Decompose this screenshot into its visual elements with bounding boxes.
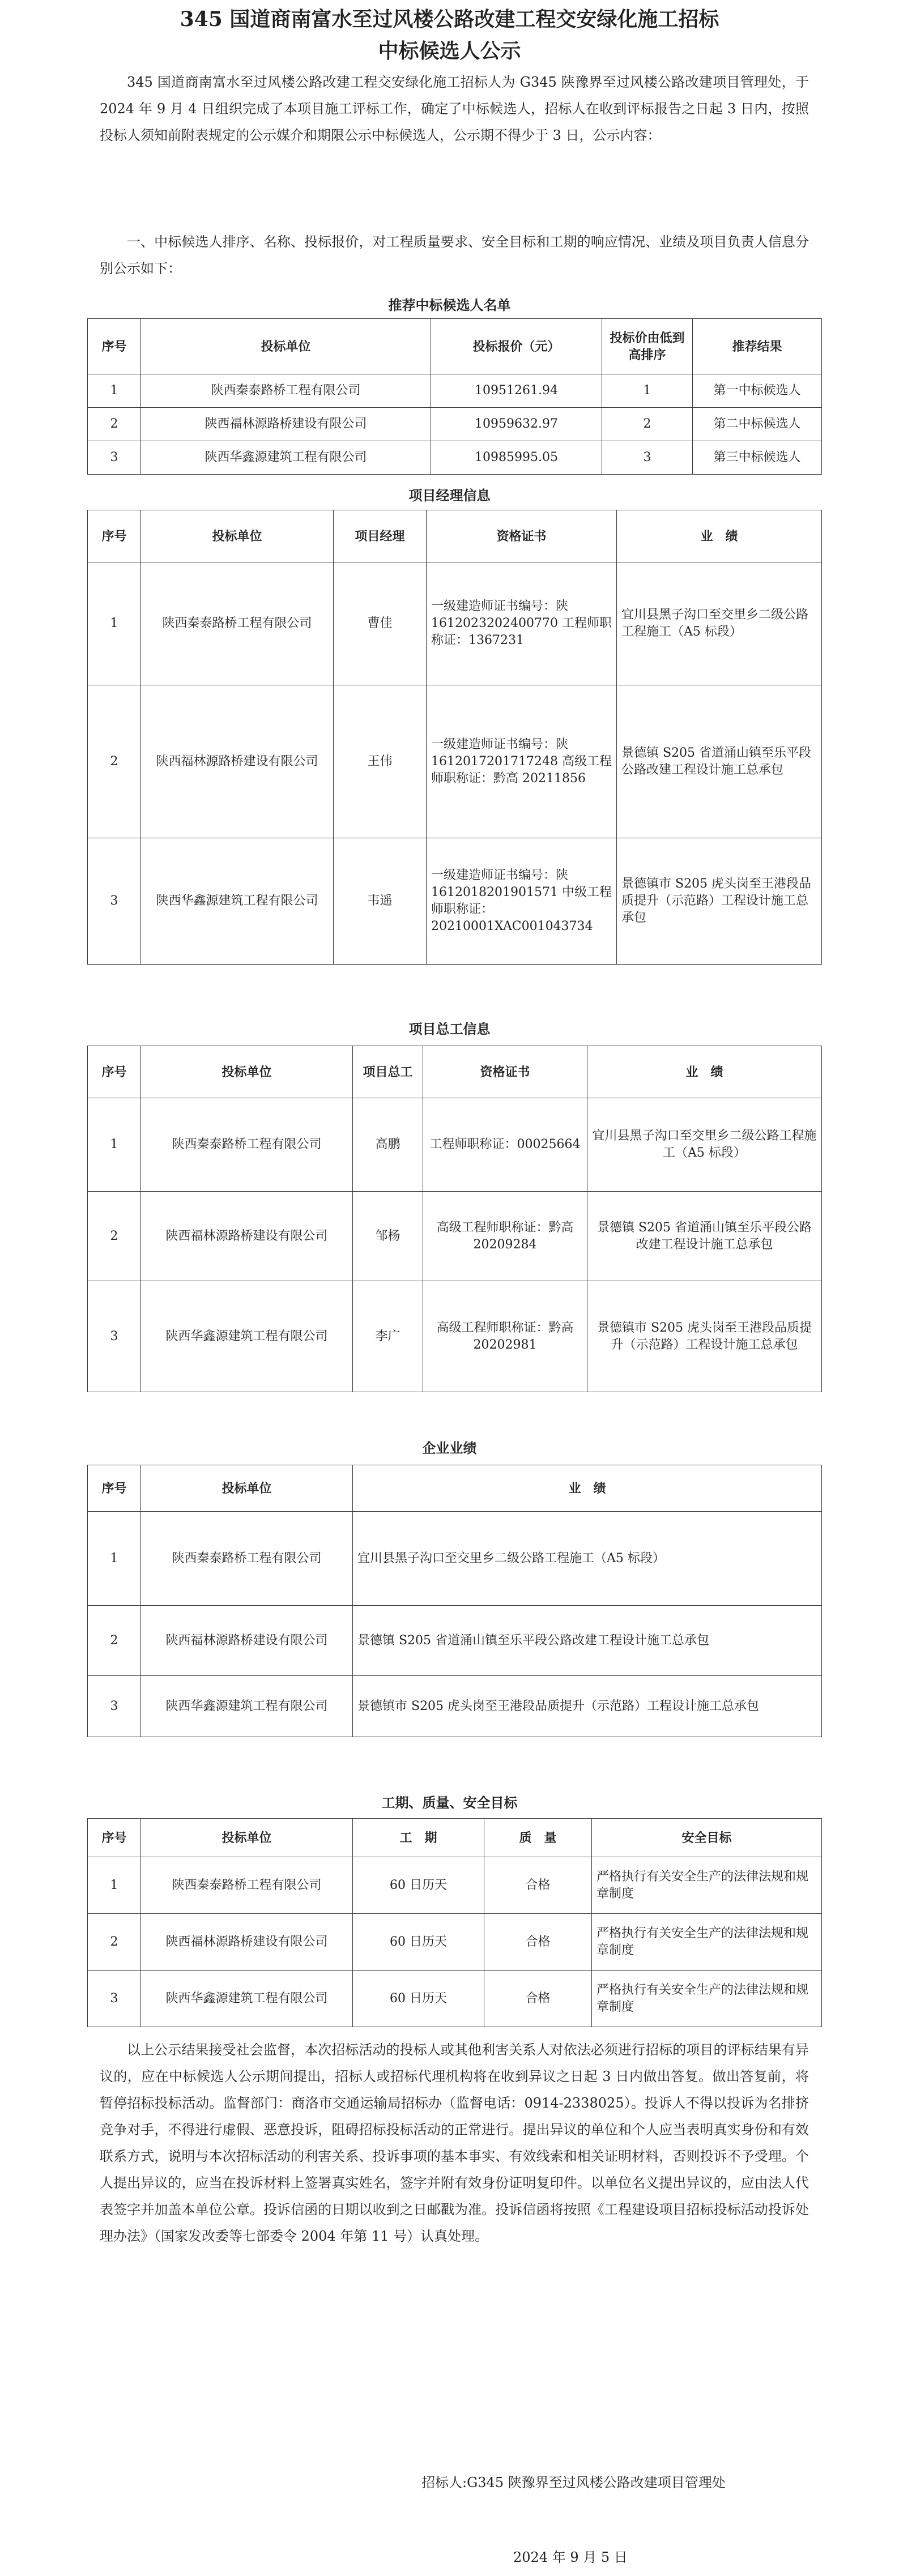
table-row bbox=[88, 685, 822, 838]
table-row bbox=[88, 441, 822, 475]
row-duration: 60 日历天 bbox=[353, 1971, 484, 2027]
table-row bbox=[88, 1098, 822, 1192]
row-bidder: 陕西秦泰路桥工程有限公司 bbox=[141, 1098, 353, 1192]
row-performance: 景德镇 S205 省道涌山镇至乐平段公路改建工程设计施工总承包 bbox=[353, 1606, 822, 1676]
row-index: 3 bbox=[88, 1971, 141, 2027]
row-index: 2 bbox=[88, 1192, 141, 1281]
table5-header-index: 序号 bbox=[88, 1819, 141, 1857]
table3-header-certificate: 资格证书 bbox=[423, 1046, 587, 1098]
table2-header-bidder: 投标单位 bbox=[141, 510, 334, 562]
row-certificate: 一级建造师证书编号：陕 1612017201717248 高级工程师职称证：黔高 20211856 bbox=[427, 685, 617, 838]
row-index: 3 bbox=[88, 838, 141, 965]
table-row bbox=[88, 1512, 822, 1606]
row-performance: 宜川县黑子沟口至交里乡二级公路工程施工（A5 标段） bbox=[587, 1098, 822, 1192]
table5-header-bidder: 投标单位 bbox=[141, 1819, 353, 1857]
row-index: 2 bbox=[88, 685, 141, 838]
row-engineer: 李广 bbox=[353, 1281, 423, 1392]
table3-header-index: 序号 bbox=[88, 1046, 141, 1098]
row-certificate: 工程师职称证：00025664 bbox=[423, 1098, 587, 1192]
row-bidder: 陕西华鑫源建筑工程有限公司 bbox=[141, 441, 431, 475]
table5-header-duration: 工 期 bbox=[353, 1819, 484, 1857]
table2-header-certificate: 资格证书 bbox=[427, 510, 617, 562]
table4-header-index: 序号 bbox=[88, 1465, 141, 1512]
row-performance: 宜川县黑子沟口至交里乡二级公路工程施工（A5 标段） bbox=[353, 1512, 822, 1606]
table1-caption: 推荐中标候选人名单 bbox=[388, 297, 511, 313]
table-row bbox=[88, 838, 822, 965]
company-performance-table bbox=[87, 1465, 822, 1737]
row-performance: 宜川县黑子沟口至交里乡二级公路工程施工（A5 标段） bbox=[617, 562, 822, 685]
row-manager: 王伟 bbox=[334, 685, 427, 838]
row-bidder: 陕西华鑫源建筑工程有限公司 bbox=[141, 838, 334, 965]
row-bidder: 陕西华鑫源建筑工程有限公司 bbox=[141, 1281, 353, 1392]
row-engineer: 邹杨 bbox=[353, 1192, 423, 1281]
table1-header-result: 推荐结果 bbox=[693, 319, 822, 374]
row-bidder: 陕西秦泰路桥工程有限公司 bbox=[141, 1512, 353, 1606]
row-performance: 景德镇市 S205 虎头岗至王港段品质提升（示范路）工程设计施工总承包 bbox=[353, 1676, 822, 1737]
table1-header-rank: 投标价由低到高排序 bbox=[602, 319, 693, 374]
row-result: 第三中标候选人 bbox=[693, 441, 822, 475]
row-bidder: 陕西福林源路桥建设有限公司 bbox=[141, 685, 334, 838]
table3-caption: 项目总工信息 bbox=[408, 1021, 491, 1037]
table2-header-index: 序号 bbox=[88, 510, 141, 562]
row-engineer: 高鹏 bbox=[353, 1098, 423, 1192]
table-row bbox=[88, 1971, 822, 2027]
closing-paragraph: 以上公示结果接受社会监督，本次招标活动的投标人或其他利害关系人对依法必须进行招标的项目的评标结果有异议的，应在中标候选人公示期间提出，招标人或招标代理机构将在收到异议之日起 3 日内做出答复。做出答复前，将暂停招标投标活动。监督部门：商洛市交通运输局招标办（监督电话：0914-2338025）。投诉人不得以投诉为名排挤竞争对手，不得进行虚假、恶意投诉，阻碍招标投标活动的正常进行。提出异议的单位和个人应当表明真实身份和有效联系方式，说明与本次招标活动的利害关系、投诉事项的基本事实、有效线索和相关证明材料，否则投诉不予受理。个人提出异议的，应当在投诉材料上签署真实姓名，签字并附有效身份证明复印件。以单位名义提出异议的，应由法人代表签字并加盖本单位公章。投诉信函的日期以收到之日邮戳为准。投诉信函将按照《工程建设项目招标投标活动投诉处理办法》（国家发改委等七部委令 2004 年第 11 号）认真处理。 bbox=[100, 2042, 809, 2244]
row-result: 第一中标候选人 bbox=[693, 374, 822, 408]
row-quality: 合格 bbox=[484, 1971, 592, 2027]
row-quality: 合格 bbox=[484, 1857, 592, 1914]
candidates-table bbox=[87, 318, 822, 475]
row-rank: 1 bbox=[602, 374, 693, 408]
row-bidder: 陕西福林源路桥建设有限公司 bbox=[141, 1606, 353, 1676]
row-performance: 景德镇 S205 省道涌山镇至乐平段公路改建工程设计施工总承包 bbox=[587, 1192, 822, 1281]
table-row bbox=[88, 408, 822, 441]
row-index: 1 bbox=[88, 374, 141, 408]
table2-caption: 项目经理信息 bbox=[408, 487, 491, 504]
table4-caption: 企业业绩 bbox=[422, 1440, 477, 1456]
row-index: 2 bbox=[88, 1914, 141, 1971]
row-bidder: 陕西福林源路桥建设有限公司 bbox=[141, 1192, 353, 1281]
table3-header-performance: 业 绩 bbox=[587, 1046, 822, 1098]
row-result: 第二中标候选人 bbox=[693, 408, 822, 441]
chief-engineer-table bbox=[87, 1046, 822, 1392]
row-price: 10959632.97 bbox=[431, 408, 602, 441]
row-rank: 2 bbox=[602, 408, 693, 441]
row-index: 1 bbox=[88, 1857, 141, 1914]
row-index: 3 bbox=[88, 1281, 141, 1392]
row-bidder: 陕西福林源路桥建设有限公司 bbox=[141, 408, 431, 441]
row-index: 2 bbox=[88, 1606, 141, 1676]
row-index: 1 bbox=[88, 1098, 141, 1192]
table1-header-price: 投标报价（元） bbox=[431, 319, 602, 374]
row-bidder: 陕西秦泰路桥工程有限公司 bbox=[141, 374, 431, 408]
table3-header-bidder: 投标单位 bbox=[141, 1046, 353, 1098]
section1-paragraph: 一、中标候选人排序、名称、投标报价，对工程质量要求、安全目标和工期的响应情况、业绩及项目负责人信息分别公示如下： bbox=[100, 234, 809, 276]
row-safety: 严格执行有关安全生产的法律法规和规章制度 bbox=[592, 1971, 822, 2027]
row-certificate: 高级工程师职称证：黔高 20202981 bbox=[423, 1281, 587, 1392]
schedule-quality-safety-table bbox=[87, 1818, 822, 2027]
row-performance: 景德镇 S205 省道涌山镇至乐平段公路改建工程设计施工总承包 bbox=[617, 685, 822, 838]
row-safety: 严格执行有关安全生产的法律法规和规章制度 bbox=[592, 1857, 822, 1914]
notice-title-line1: 345 国道商南富水至过风楼公路改建工程交安绿化施工招标 bbox=[180, 7, 719, 31]
row-bidder: 陕西华鑫源建筑工程有限公司 bbox=[141, 1971, 353, 2027]
notice-title-line2: 中标候选人公示 bbox=[378, 39, 521, 63]
intro-paragraph: 345 国道商南富水至过风楼公路改建工程交安绿化施工招标人为 G345 陕豫界至过风楼公路改建项目管理处，于 2024 年 9 月 4 日组织完成了本项目施工评标工作，确定了中标候选人，招标人在收到评标报告之日起 3 日内，按照投标人须知前附表规定的公示媒介和期限公示中标候选人，公示期不得少于 3 日，公示内容： bbox=[100, 74, 809, 143]
row-certificate: 一级建造师证书编号：陕 1612023202400770 工程师职称证：1367231 bbox=[427, 562, 617, 685]
table4-header-performance: 业 绩 bbox=[353, 1465, 822, 1512]
row-bidder: 陕西华鑫源建筑工程有限公司 bbox=[141, 1676, 353, 1737]
row-price: 10951261.94 bbox=[431, 374, 602, 408]
row-performance: 景德镇市 S205 虎头岗至王港段品质提升（示范路）工程设计施工总承包 bbox=[587, 1281, 822, 1392]
notice-date: 2024 年 9 月 5 日 bbox=[513, 2549, 628, 2565]
table5-header-safety: 安全目标 bbox=[592, 1819, 822, 1857]
row-duration: 60 日历天 bbox=[353, 1857, 484, 1914]
row-manager: 韦遥 bbox=[334, 838, 427, 965]
table-row bbox=[88, 1606, 822, 1676]
row-duration: 60 日历天 bbox=[353, 1914, 484, 1971]
table-row bbox=[88, 562, 822, 685]
row-price: 10985995.05 bbox=[431, 441, 602, 475]
row-certificate: 一级建造师证书编号：陕 1612018201901571 中级工程师职称证：20210001XAC001043734 bbox=[427, 838, 617, 965]
row-manager: 曹佳 bbox=[334, 562, 427, 685]
table5-header-quality: 质 量 bbox=[484, 1819, 592, 1857]
row-index: 3 bbox=[88, 441, 141, 475]
row-index: 1 bbox=[88, 562, 141, 685]
row-bidder: 陕西秦泰路桥工程有限公司 bbox=[141, 1857, 353, 1914]
table-row bbox=[88, 1857, 822, 1914]
row-bidder: 陕西秦泰路桥工程有限公司 bbox=[141, 562, 334, 685]
row-certificate: 高级工程师职称证：黔高 20209284 bbox=[423, 1192, 587, 1281]
table-row bbox=[88, 1281, 822, 1392]
table-row bbox=[88, 1676, 822, 1737]
table3-header-engineer: 项目总工 bbox=[353, 1046, 423, 1098]
row-index: 2 bbox=[88, 408, 141, 441]
signature: 招标人:G345 陕豫界至过风楼公路改建项目管理处 bbox=[421, 2475, 726, 2490]
row-performance: 景德镇市 S205 虎头岗至王港段品质提升（示范路）工程设计施工总承包 bbox=[617, 838, 822, 965]
table-row bbox=[88, 1192, 822, 1281]
row-rank: 3 bbox=[602, 441, 693, 475]
table1-header-bidder: 投标单位 bbox=[141, 319, 431, 374]
table2-header-manager: 项目经理 bbox=[334, 510, 427, 562]
table2-header-performance: 业 绩 bbox=[617, 510, 822, 562]
row-index: 1 bbox=[88, 1512, 141, 1606]
table-row bbox=[88, 1914, 822, 1971]
table5-caption: 工期、质量、安全目标 bbox=[381, 1794, 518, 1811]
row-quality: 合格 bbox=[484, 1914, 592, 1971]
table1-header-index: 序号 bbox=[88, 319, 141, 374]
row-index: 3 bbox=[88, 1676, 141, 1737]
table-row bbox=[88, 374, 822, 408]
project-manager-table bbox=[87, 510, 822, 965]
row-bidder: 陕西福林源路桥建设有限公司 bbox=[141, 1914, 353, 1971]
table4-header-bidder: 投标单位 bbox=[141, 1465, 353, 1512]
row-safety: 严格执行有关安全生产的法律法规和规章制度 bbox=[592, 1914, 822, 1971]
